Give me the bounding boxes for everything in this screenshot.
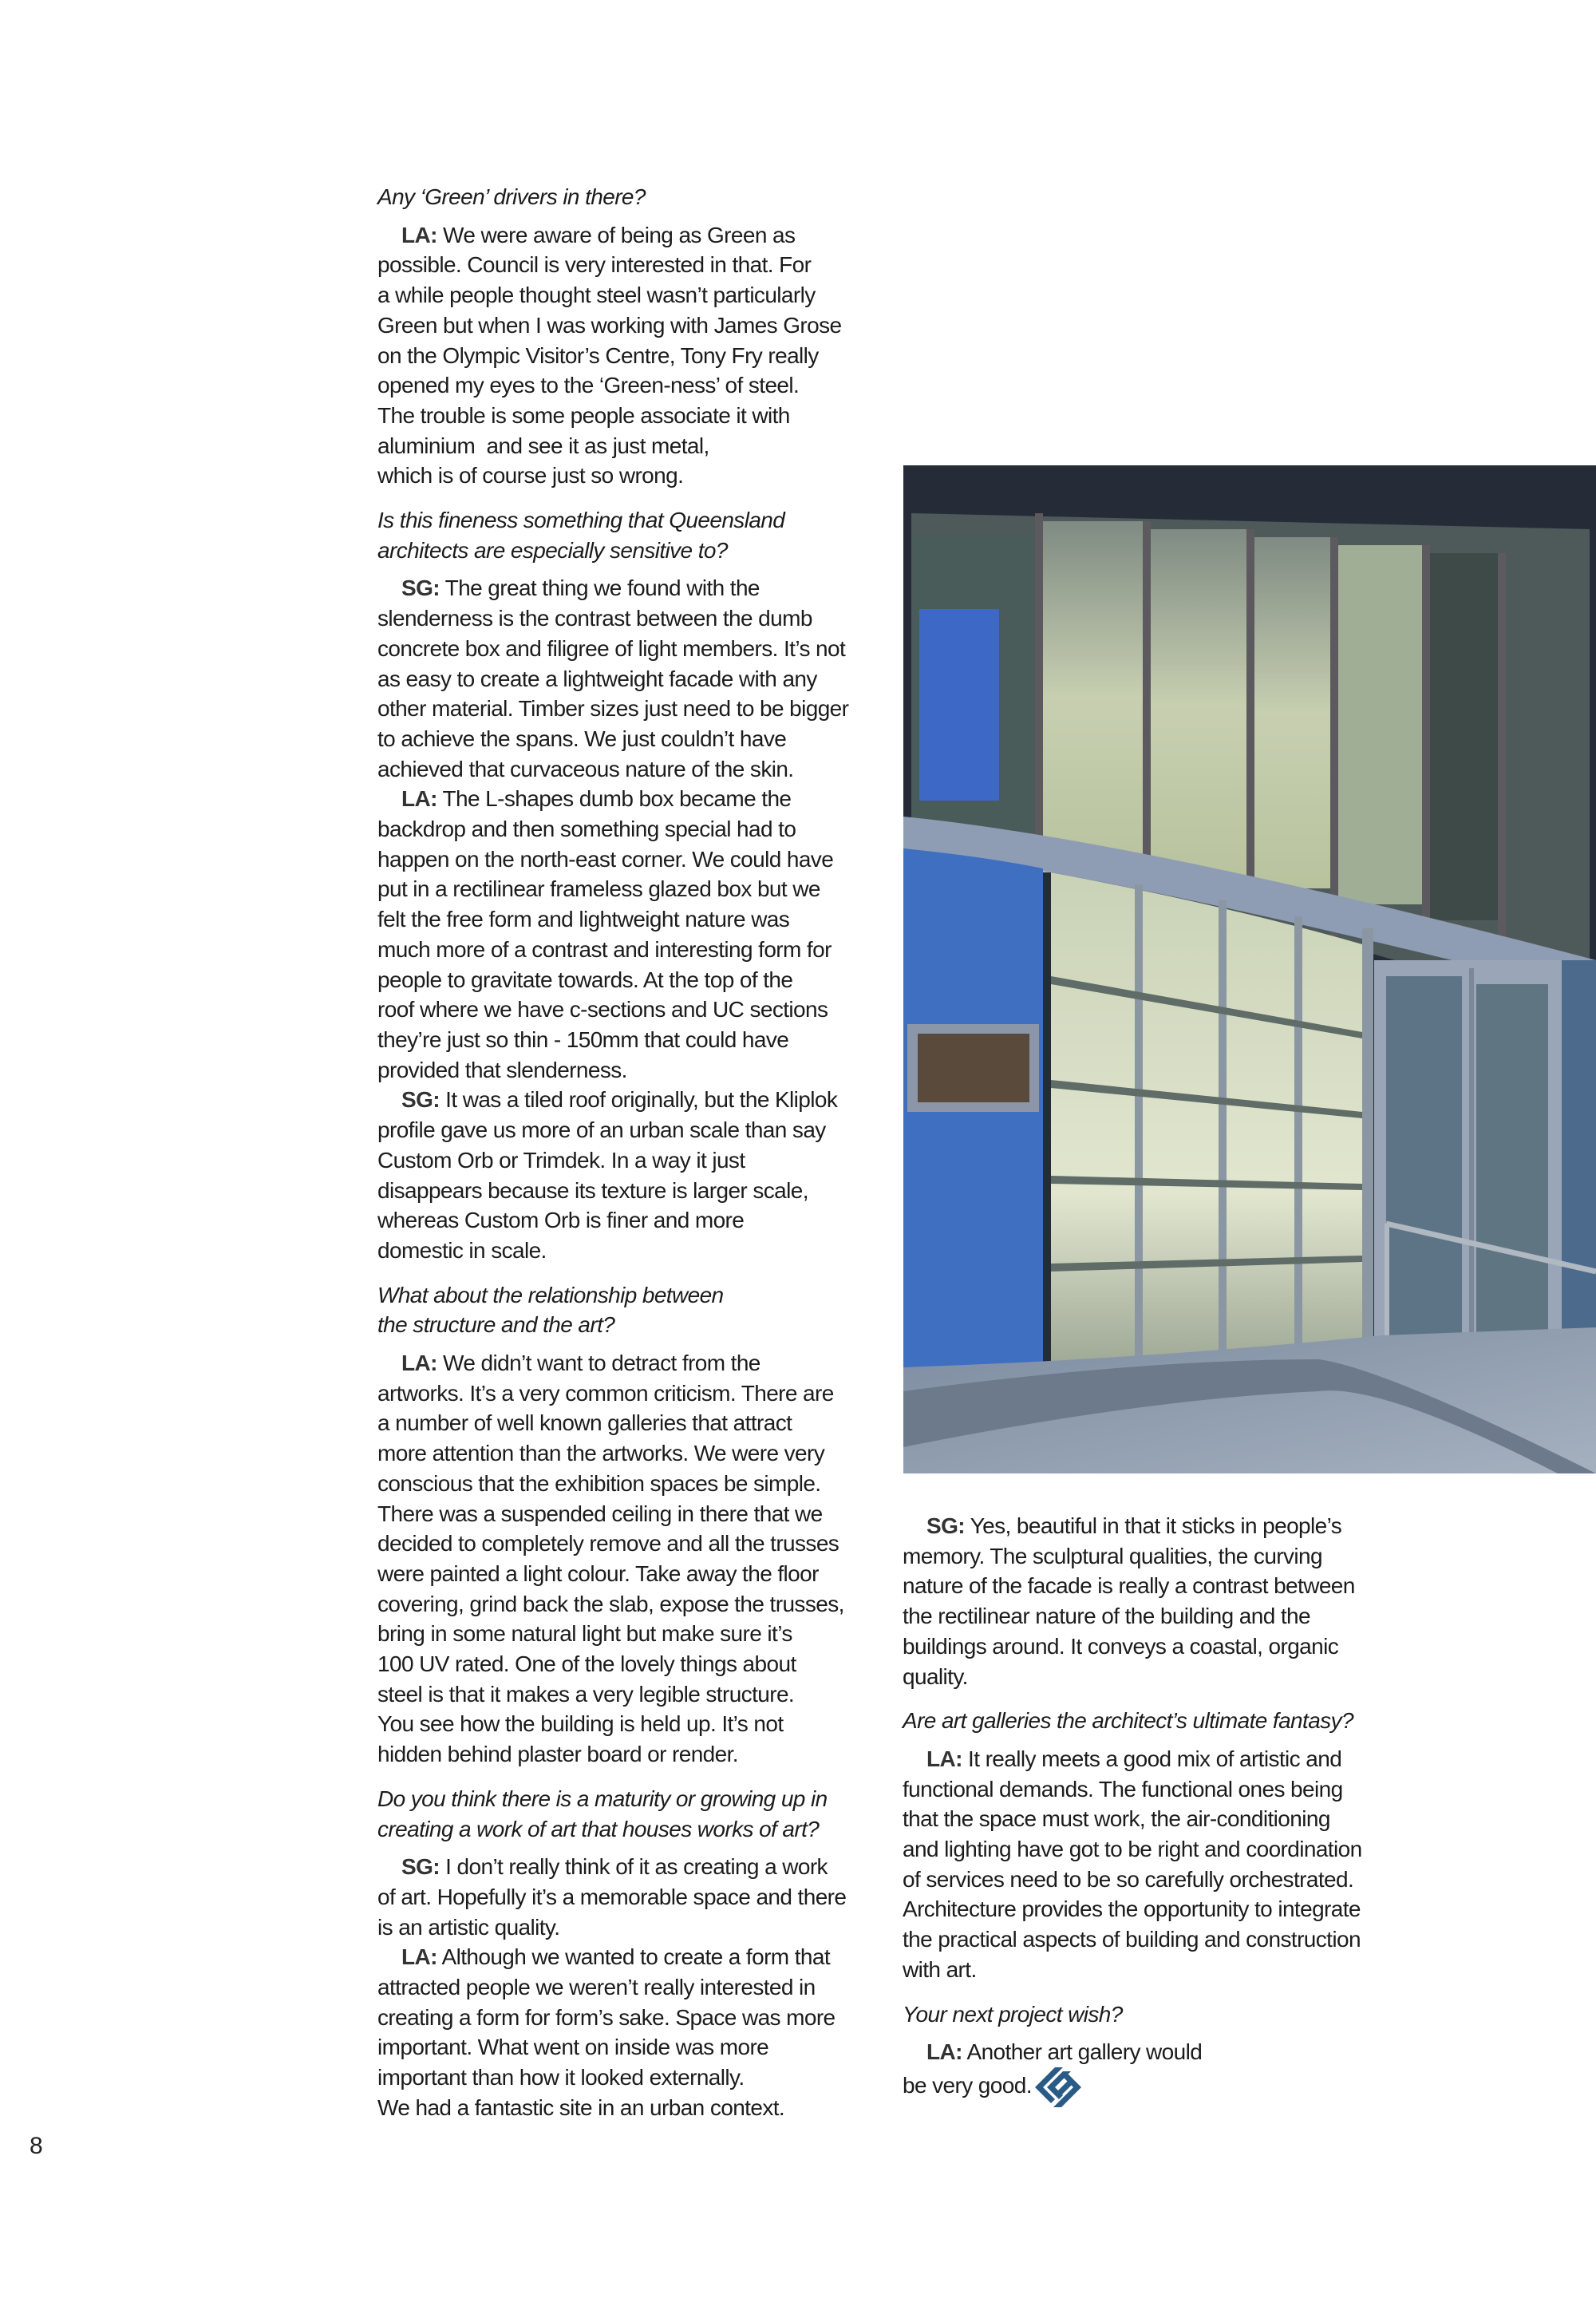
line-text: important. What went on inside was more: [377, 2035, 769, 2060]
text-line: [377, 401, 872, 431]
text-line: [377, 1310, 872, 1340]
line-text: The trouble is some people associate it with: [377, 402, 790, 428]
line-text: is an artistic quality.: [377, 1914, 560, 1940]
line-text: much more of a contrast and interesting form for: [377, 936, 832, 962]
line-text: It really meets a good mix of artistic and: [962, 1746, 1342, 1771]
speaker-initials: LA:: [401, 1351, 437, 1376]
text-line: [903, 1744, 1397, 1774]
line-text: steel is that it makes a very legible structure.: [377, 1681, 795, 1707]
text-line: [377, 1709, 872, 1739]
line-text: and lighting have got to be right and coordination: [903, 1837, 1362, 1862]
text-line: [377, 1280, 872, 1311]
text-line: [377, 341, 872, 371]
line-text: Yes, beautiful in that it sticks in people’s: [964, 1513, 1342, 1538]
text-line: [903, 1955, 1397, 1985]
line-text: slenderness is the contrast between the dumb: [377, 606, 812, 631]
line-text: that the space must work, the air-conditioning: [903, 1806, 1330, 1832]
speaker-initials: SG:: [401, 1854, 440, 1880]
line-text: concrete box and filigree of light members. It’s not: [377, 635, 846, 661]
text-line: [377, 1085, 872, 1115]
line-text: opened my eyes to the ‘Green-ness’ of steel.: [377, 373, 800, 398]
line-text: There was a suspended ceiling in there that we: [377, 1501, 823, 1526]
text-line: [377, 505, 872, 536]
text-line: [377, 935, 872, 965]
line-text: on the Olympic Visitor’s Centre, Tony Fry really: [377, 342, 819, 368]
line-text: disappears because its texture is larger scale,: [377, 1177, 808, 1203]
line-text: a while people thought steel wasn’t particularly: [377, 283, 816, 308]
text-line: [377, 1679, 872, 1710]
line-text: felt the free form and lightweight nature was: [377, 907, 790, 932]
text-line: [377, 1205, 872, 1236]
line-text: nature of the facade is really a contrast between: [903, 1573, 1355, 1599]
speaker-initials: LA:: [926, 2039, 962, 2065]
line-text: achieved that curvaceous nature of the skin.: [377, 756, 794, 781]
line-text: Any ‘Green’ drivers in there?: [377, 184, 646, 209]
text-line: [377, 1814, 872, 1845]
text-line: [903, 1774, 1397, 1805]
interview-answer: [903, 1744, 1397, 1985]
line-text: 100 UV rated. One of the lovely things about: [377, 1651, 796, 1677]
speaker-initials: LA:: [926, 1746, 962, 1771]
text-line: [377, 1499, 872, 1529]
text-line: [377, 1438, 872, 1469]
line-text: decided to completely remove and all the trusses: [377, 1531, 839, 1556]
text-line: [377, 754, 872, 785]
interview-answer: [377, 573, 872, 784]
text-line: [377, 1348, 872, 1378]
interview-answer: [377, 784, 872, 1085]
text-line: [377, 844, 872, 875]
text-line: [377, 1408, 872, 1438]
line-text: whereas Custom Orb is finer and more: [377, 1208, 745, 1233]
line-text: We didn’t want to detract from the: [437, 1351, 760, 1376]
text-line: [377, 1145, 872, 1176]
text-line: [903, 1924, 1397, 1955]
text-line: [377, 1025, 872, 1055]
text-line: [377, 2063, 872, 2093]
line-text: Custom Orb or Trimdek. In a way it just: [377, 1147, 745, 1173]
line-text: Your next project wish?: [903, 2001, 1123, 2027]
speaker-initials: LA:: [401, 786, 437, 812]
line-text: I don’t really think of it as creating a work: [439, 1854, 828, 1880]
line-text: Is this fineness something that Queensland: [377, 508, 785, 533]
speaker-initials: SG:: [401, 575, 440, 601]
text-line: [377, 461, 872, 491]
text-line: [377, 250, 872, 280]
text-line: [903, 1865, 1397, 1895]
text-line: [377, 1649, 872, 1679]
text-line: [377, 1912, 872, 1943]
photo-illustration: [903, 465, 1596, 1473]
text-line: [377, 2003, 872, 2033]
text-line: [377, 1589, 872, 1620]
line-text: The L-shapes dumb box became the: [437, 786, 792, 812]
interview-answer: [377, 1852, 872, 1942]
right-text-column: [903, 1511, 1397, 2107]
text-line: [377, 1529, 872, 1559]
text-line: [377, 694, 872, 724]
line-text: Do you think there is a maturity or growing up in: [377, 1786, 828, 1811]
text-line: [903, 1999, 1397, 2030]
line-text: the practical aspects of building and construction: [903, 1927, 1361, 1952]
text-line: [377, 182, 872, 212]
page-number: 8: [30, 2133, 43, 2159]
left-text-column: [377, 182, 872, 2123]
line-text: people to gravitate towards. At the top of the: [377, 967, 793, 992]
text-line: [377, 220, 872, 251]
text-line: [903, 1804, 1397, 1834]
line-text: were painted a light colour. Take away the floor: [377, 1560, 819, 1586]
line-text: a number of well known galleries that attract: [377, 1410, 792, 1436]
text-line: [377, 2093, 872, 2123]
text-line: [377, 310, 872, 341]
text-line: [377, 1852, 872, 1882]
line-text: quality.: [903, 1663, 968, 1689]
text-line: [903, 2037, 1397, 2067]
text-line: [377, 874, 872, 904]
text-line: [903, 1834, 1397, 1865]
interview-answer: [903, 2037, 1397, 2107]
line-text: Although we wanted to create a form that: [437, 1944, 831, 1970]
line-text: profile gave us more of an urban scale than say: [377, 1117, 826, 1143]
interview-question: [377, 1784, 872, 1844]
line-text: with art.: [903, 1956, 977, 1982]
line-text: put in a rectilinear frameless glazed box but we: [377, 876, 820, 902]
text-line: [377, 2032, 872, 2063]
text-line: [903, 1632, 1397, 1662]
line-text: backdrop and then something special had to: [377, 817, 796, 842]
text-line: [377, 603, 872, 634]
text-line: [377, 370, 872, 401]
line-text: domestic in scale.: [377, 1237, 547, 1263]
interview-question: [903, 1706, 1397, 1736]
text-line: [377, 431, 872, 461]
line-text: What about the relationship between: [377, 1282, 724, 1307]
text-line: [377, 634, 872, 664]
text-line: [377, 724, 872, 754]
speaker-initials: LA:: [401, 1944, 437, 1970]
line-text: You see how the building is held up. It’s not: [377, 1711, 784, 1737]
text-line: [377, 536, 872, 566]
line-text: of services need to be so carefully orchestrated.: [903, 1866, 1354, 1892]
line-text: creating a work of art that houses works of art?: [377, 1816, 820, 1841]
text-line: [377, 814, 872, 844]
line-text: aluminium and see it as just metal,: [377, 433, 709, 458]
text-line: [377, 664, 872, 694]
text-line: [377, 1784, 872, 1814]
text-line: [377, 995, 872, 1025]
interview-answer: [377, 1085, 872, 1265]
speaker-initials: SG:: [926, 1513, 965, 1538]
line-text: bring in some natural light but make sure it’s: [377, 1621, 792, 1647]
line-text: Are art galleries the architect’s ultimate fantasy?: [903, 1708, 1353, 1734]
interview-answer: [377, 220, 872, 491]
line-text: other material. Timber sizes just need to be bigger: [377, 696, 849, 722]
interview-answer: [377, 1942, 872, 2122]
text-line: [903, 1601, 1397, 1632]
text-line: [377, 1942, 872, 1972]
text-line: [377, 1115, 872, 1145]
interview-answer: [903, 1511, 1397, 1691]
line-text: of art. Hopefully it’s a memorable space and there: [377, 1884, 847, 1909]
line-text: hidden behind plaster board or render.: [377, 1742, 738, 1767]
text-line: [903, 1894, 1397, 1924]
line-text: possible. Council is very interested in that. For: [377, 252, 812, 278]
text-line: [377, 1619, 872, 1649]
line-text: Another art gallery would: [962, 2039, 1203, 2065]
line-text: buildings around. It conveys a coastal, organic: [903, 1633, 1339, 1659]
interview-question: [377, 182, 872, 212]
text-line: [377, 1378, 872, 1409]
text-line: [377, 573, 872, 603]
line-text: more attention than the artworks. We were very: [377, 1441, 825, 1466]
text-line: [377, 1882, 872, 1912]
line-text: happen on the north-east corner. We could have: [377, 846, 834, 872]
line-text: We had a fantastic site in an urban context.: [377, 2094, 785, 2120]
text-line: [903, 1706, 1397, 1736]
steel-logo-icon: [1033, 2067, 1083, 2107]
line-text: be very good.: [903, 2072, 1032, 2098]
line-text: creating a form for form’s sake. Space was more: [377, 2004, 836, 2030]
line-text: It was a tiled roof originally, but the Kliplok: [439, 1087, 838, 1113]
text-line: [377, 1176, 872, 1206]
text-line: [377, 784, 872, 814]
line-text: architects are especially sensitive to?: [377, 537, 728, 563]
line-text: to achieve the spans. We just couldn’t have: [377, 726, 787, 751]
line-text: provided that slenderness.: [377, 1057, 627, 1082]
line-text: the structure and the art?: [377, 1312, 615, 1338]
text-line: [377, 1469, 872, 1499]
line-text: important than how it looked externally.: [377, 2065, 745, 2090]
line-text: Green but when I was working with James Grose: [377, 312, 842, 338]
text-line: [903, 2067, 1397, 2107]
speaker-initials: LA:: [401, 222, 437, 247]
speaker-initials: SG:: [401, 1087, 440, 1113]
interview-question: [903, 1999, 1397, 2030]
line-text: conscious that the exhibition spaces be simple.: [377, 1470, 821, 1496]
text-line: [377, 1972, 872, 2003]
interview-question: [377, 1280, 872, 1340]
line-text: attracted people we weren’t really interested in: [377, 1975, 816, 2000]
text-line: [377, 280, 872, 310]
line-text: which is of course just so wrong.: [377, 463, 684, 488]
text-line: [903, 1511, 1397, 1541]
line-text: roof where we have c-sections and UC sections: [377, 997, 828, 1022]
text-line: [377, 965, 872, 995]
interview-answer: [377, 1348, 872, 1770]
line-text: covering, grind back the slab, expose the trusses,: [377, 1591, 844, 1616]
line-text: The great thing we found with the: [439, 575, 760, 601]
text-line: [903, 1571, 1397, 1601]
line-text: the rectilinear nature of the building and the: [903, 1604, 1310, 1629]
text-line: [903, 1541, 1397, 1572]
building-facade-photo: [903, 465, 1596, 1473]
line-text: they’re just so thin - 150mm that could have: [377, 1026, 789, 1052]
interview-question: [377, 505, 872, 565]
text-line: [377, 1739, 872, 1770]
text-line: [377, 1055, 872, 1086]
line-text: We were aware of being as Green as: [437, 222, 796, 247]
text-line: [377, 1559, 872, 1589]
text-line: [377, 904, 872, 935]
line-text: memory. The sculptural qualities, the curving: [903, 1543, 1322, 1568]
text-line: [377, 1236, 872, 1266]
line-text: Architecture provides the opportunity to integrate: [903, 1897, 1361, 1922]
line-text: functional demands. The functional ones being: [903, 1776, 1343, 1802]
line-text: artworks. It’s a very common criticism. There are: [377, 1380, 834, 1406]
text-line: [903, 1662, 1397, 1692]
line-text: as easy to create a lightweight facade with any: [377, 666, 817, 691]
